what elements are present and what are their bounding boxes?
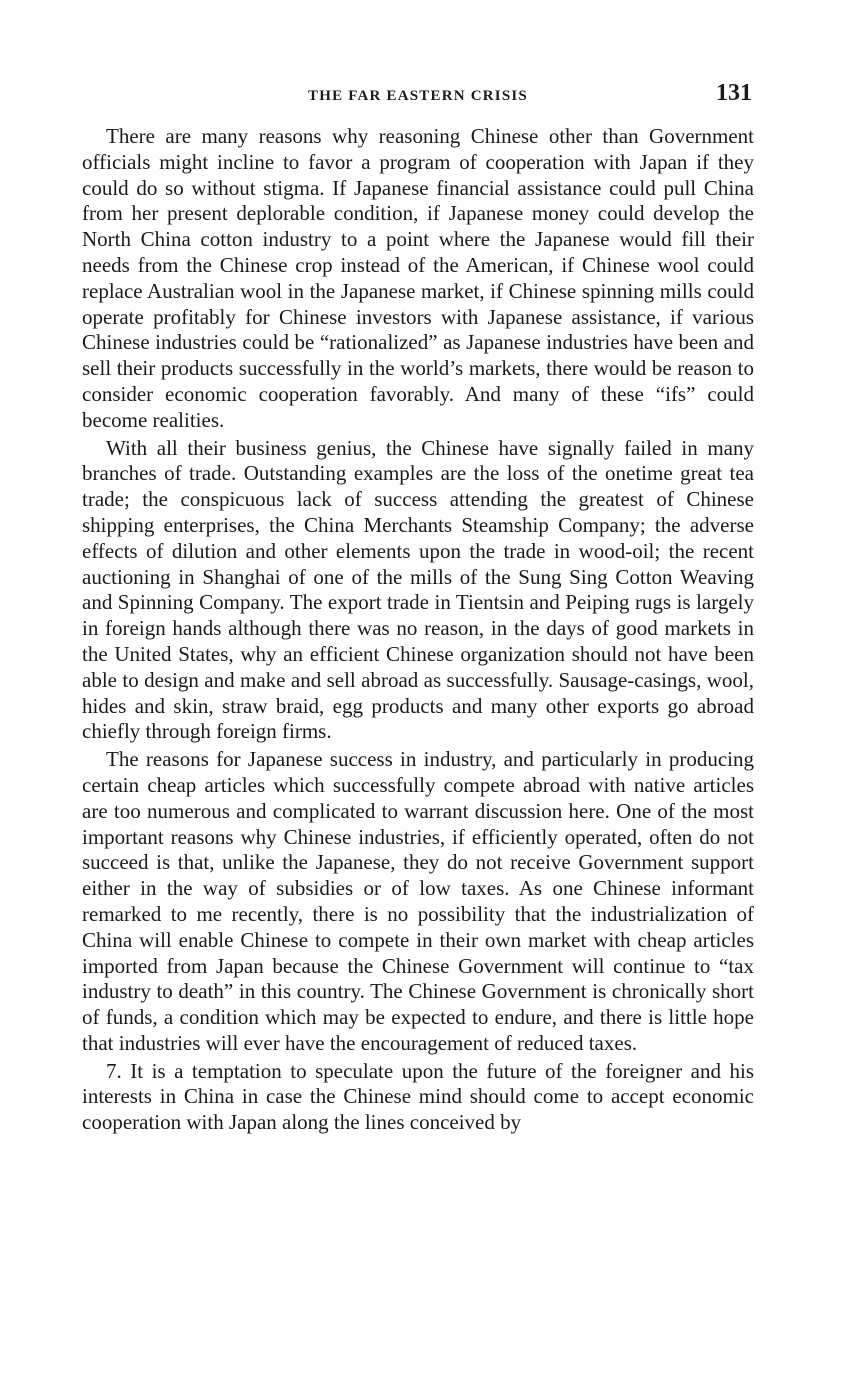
paragraph-1: There are many reasons why reasoning Chinese other than Government officials might incline to favor a program of cooperation with Japan if they could do so without stigma. If Japanese financial assistance could pull China from her present deplorable condition, if Japanese money could develop the North China cotton industry to a point where the Japanese would fill their needs from the Chinese crop instead of the American, if Chinese wool could replace Australian wool in the Japanese market, if Chinese spinning mills could operate profitably for Chinese investors with Japanese assistance, if various Chinese industries could be “rationalized” as Japanese industries have been and sell their products successfully in the world’s markets, there would be reason to consider economic cooperation favorably. And many of these “ifs” could become realities. [82, 124, 754, 432]
running-title: THE FAR EASTERN CRISIS [308, 88, 528, 104]
body-text [82, 124, 754, 1136]
page-number: 131 [716, 80, 752, 106]
paragraph-3: The reasons for Japanese success in industry, and particularly in producing certain cheap articles which successfully compete abroad with native articles are too numerous and complicated to warrant discussion here. One of the most important reasons why Chinese industries, if efficiently operated, often do not succeed is that, unlike the Japanese, they do not receive Government support either in the way of subsidies or of low taxes. As one Chinese informant remarked to me recently, there is no possibility that the industrialization of China will enable Chinese to compete in their own market with cheap articles imported from Japan because the Chinese Government will continue to “tax industry to death” in this country. The Chinese Government is chronically short of funds, a condition which may be expected to endure, and there is little hope that industries will ever have the encouragement of reduced taxes. [82, 747, 754, 1055]
paragraph-4: 7. It is a temptation to speculate upon the future of the foreigner and his interests in China in case the Chinese mind should come to accept economic cooperation with Japan along the lines conceived by [82, 1058, 754, 1135]
paragraph-2: With all their business genius, the Chinese have signally failed in many branches of trade. Outstanding examples are the loss of the onetime great tea trade; the conspicuous lack of success attending the greatest of Chinese shipping enterprises, the China Merchants Steamship Company; the adverse effects of dilution and other elements upon the trade in wood-oil; the recent auctioning in Shanghai of one of the mills of the Sung Sing Cotton Weaving and Spinning Company. The export trade in Tientsin and Peiping rugs is largely in foreign hands although there was no reason, in the days of good markets in the United States, why an efficient Chinese organization should not have been able to design and make and sell abroad as successfully. Sausage-casings, wool, hides and skin, straw braid, egg products and many other exports go abroad chiefly through foreign firms. [82, 435, 754, 744]
running-head [82, 80, 754, 114]
